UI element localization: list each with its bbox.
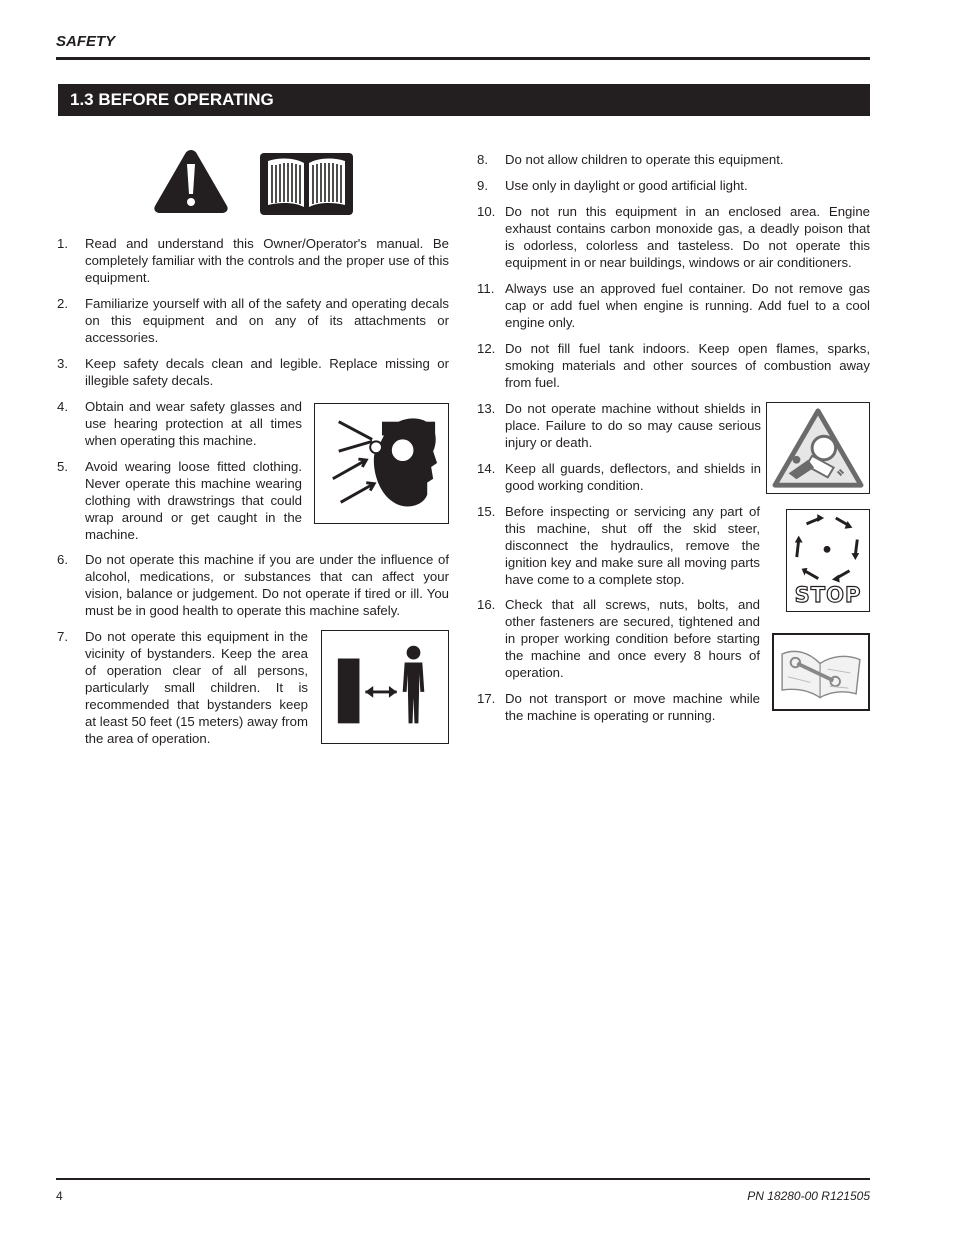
stop-label: STOP xyxy=(794,583,862,607)
header-rule xyxy=(56,57,870,60)
footer-rule xyxy=(56,1178,870,1180)
stop-rotation-icon xyxy=(786,509,870,612)
manual-book-icon xyxy=(260,153,353,215)
eye-ear-protection-icon xyxy=(314,403,449,524)
header-section-label: SAFETY xyxy=(56,33,116,50)
warning-triangle-icon xyxy=(153,148,229,214)
bystander-distance-icon xyxy=(321,630,449,744)
entanglement-warning-icon xyxy=(766,402,870,494)
part-number: PN 18280-00 R121505 xyxy=(747,1189,870,1203)
wrench-manual-icon xyxy=(772,633,870,711)
page-number: 4 xyxy=(56,1189,63,1203)
section-heading-bar: 1.3 BEFORE OPERATING xyxy=(58,84,870,116)
